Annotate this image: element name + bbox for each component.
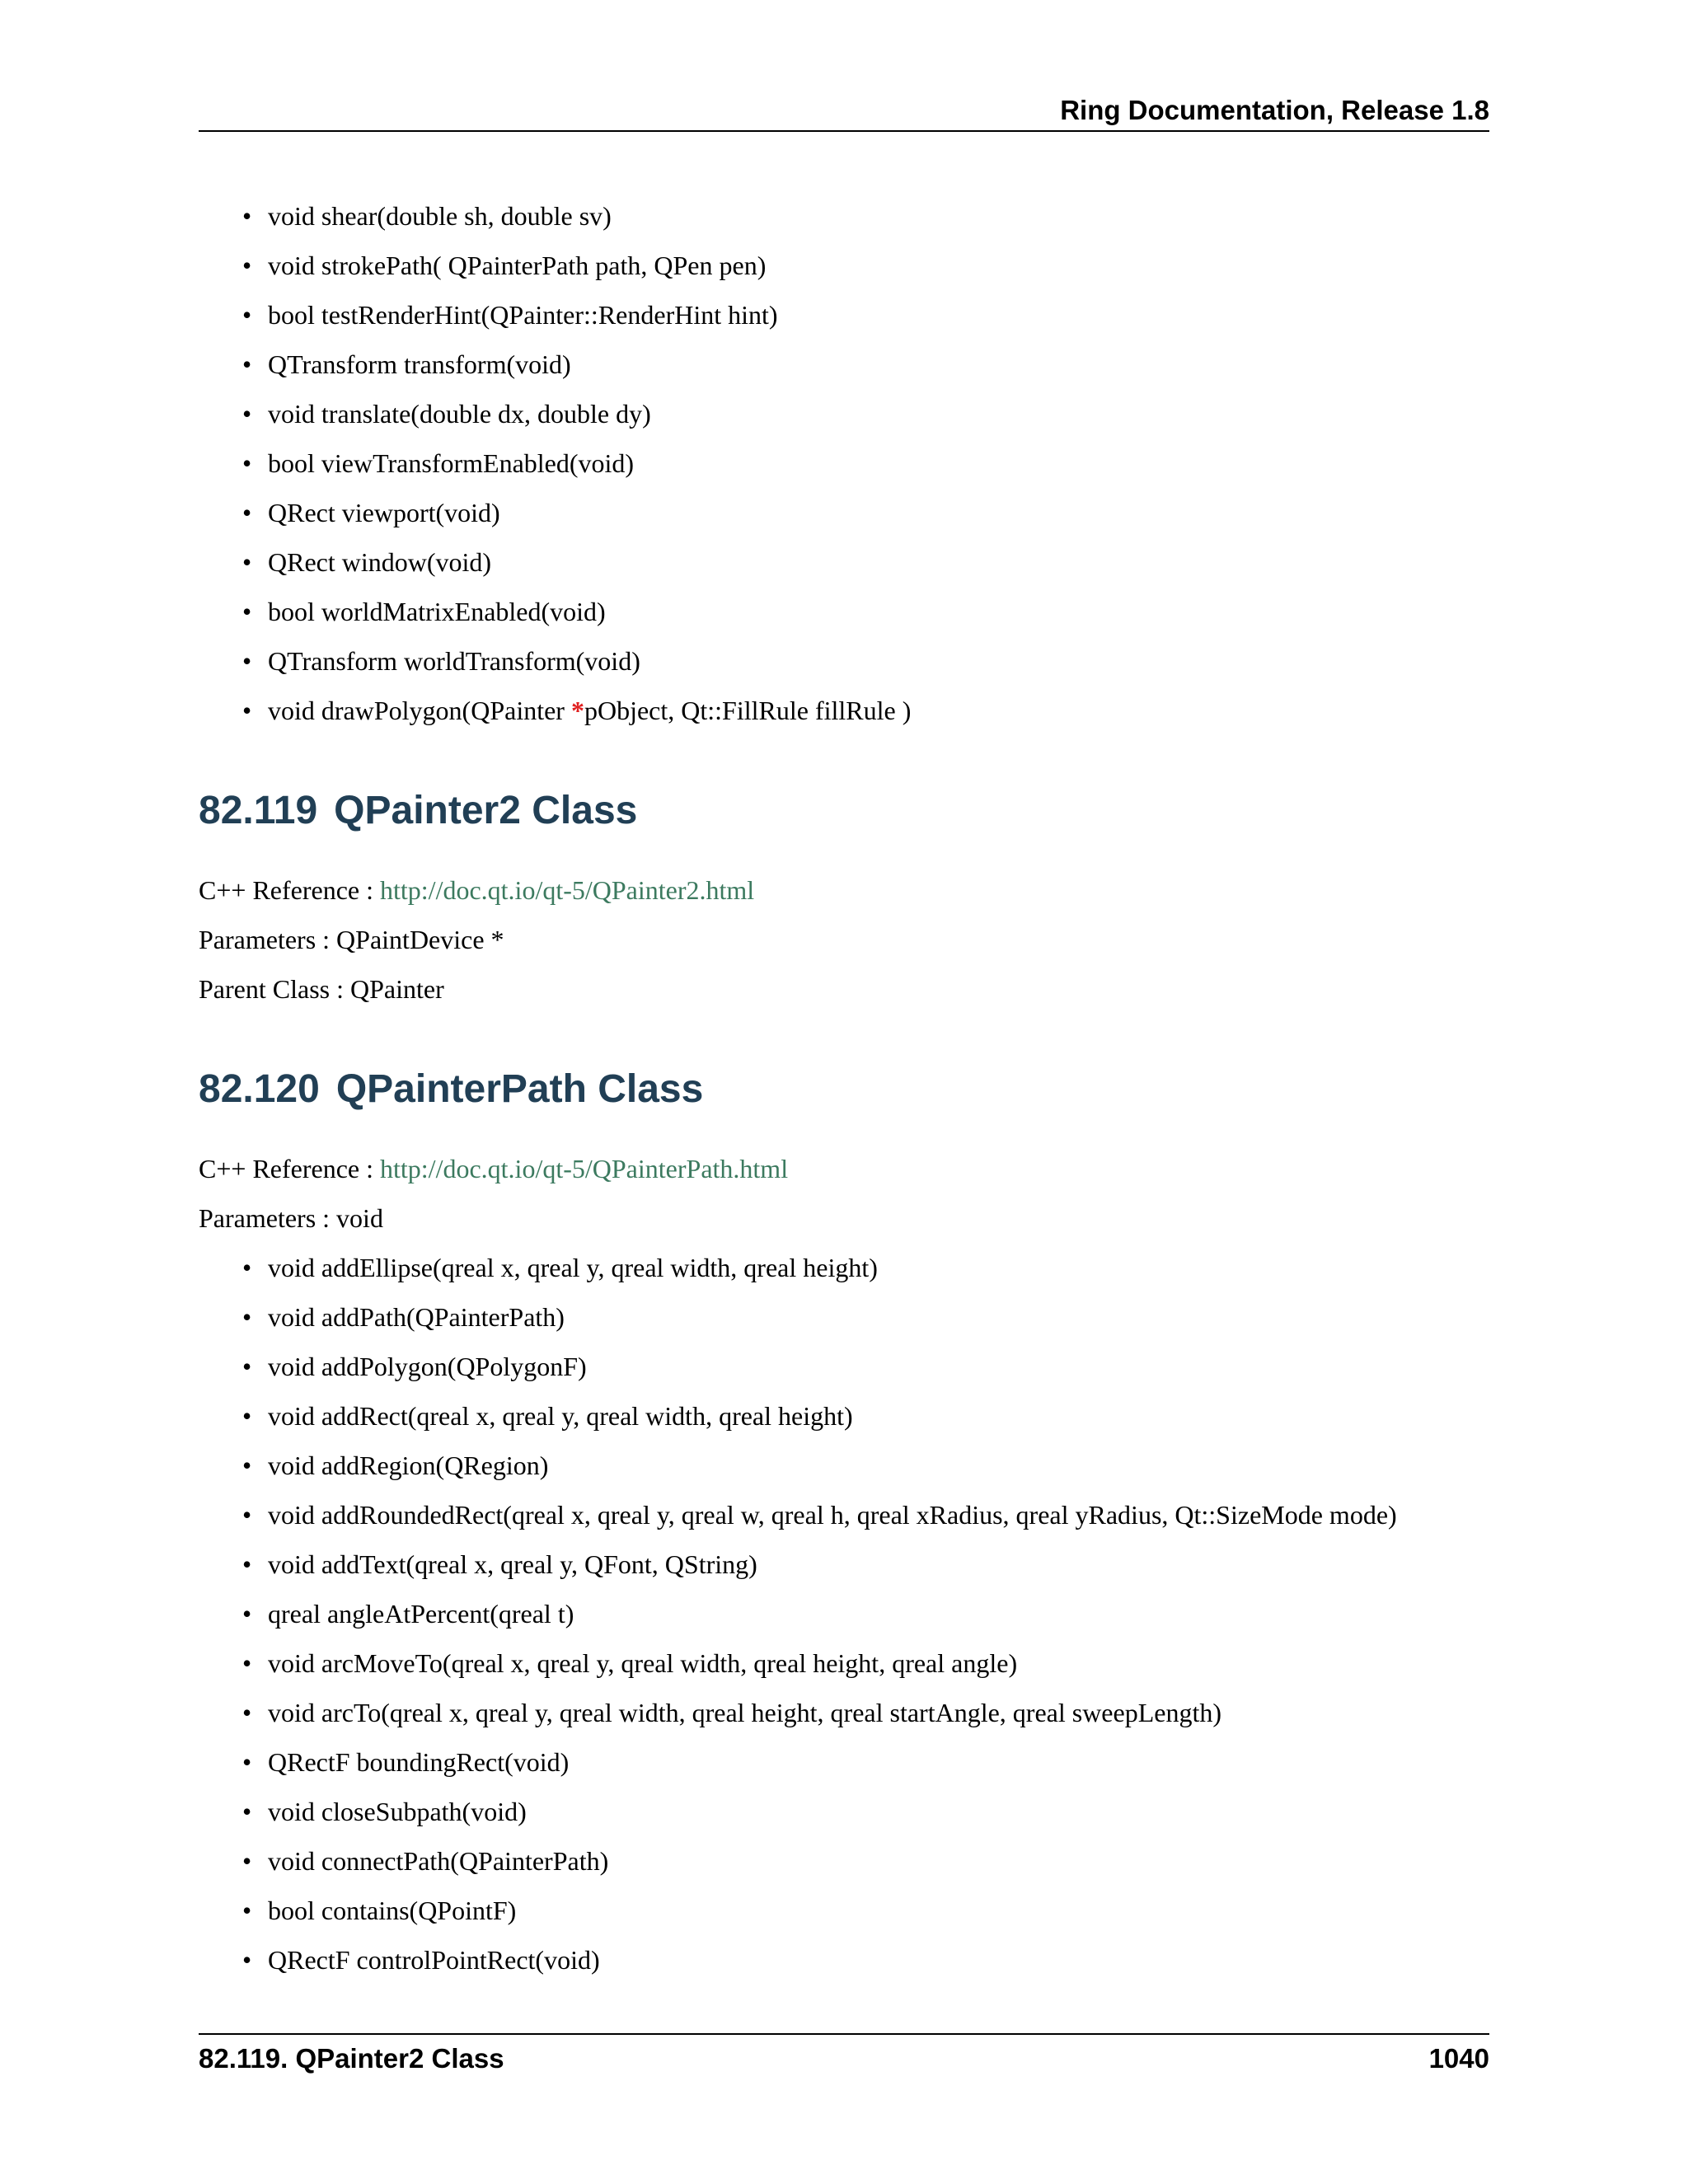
list-item: • void strokePath( QPainterPath path, QPen pen) (199, 241, 1489, 290)
list-item: • void addPolygon(QPolygonF) (199, 1342, 1489, 1391)
cpp-reference-label: C++ Reference : (199, 875, 380, 905)
section-title: QPainter2 Class (334, 789, 638, 832)
header-rule (199, 130, 1489, 132)
list-item: • void translate(double dx, double dy) (199, 389, 1489, 438)
list-item: • void shear(double sh, double sv) (199, 191, 1489, 241)
list-item: • void addText(qreal x, qreal y, QFont, QString) (199, 1540, 1489, 1589)
parent-class: Parent Class : QPainter (199, 974, 444, 1004)
list-item: • void addEllipse(qreal x, qreal y, qreal width, qreal height) (199, 1243, 1489, 1292)
section-heading-qpainter2 (199, 786, 1489, 836)
list-item: • bool testRenderHint(QPainter::RenderHint hint) (199, 290, 1489, 340)
section-number: 82.120 (199, 1067, 320, 1111)
parameters: Parameters : QPaintDevice * (199, 925, 504, 954)
method-list-top (199, 191, 1489, 735)
pointer-marker: * (570, 696, 584, 725)
list-item: • QRectF boundingRect(void) (199, 1737, 1489, 1787)
list-item: • bool contains(QPointF) (199, 1886, 1489, 1935)
running-header: Ring Documentation, Release 1.8 (1060, 95, 1489, 125)
page-number: 1040 (1428, 2043, 1489, 2074)
list-item: • QRect window(void) (199, 537, 1489, 587)
parameters: Parameters : void (199, 1203, 383, 1233)
list-item: • void closeSubpath(void) (199, 1787, 1489, 1836)
cpp-reference (199, 1144, 1489, 1193)
draw-polygon-text-start: void drawPolygon(QPainter (268, 696, 571, 725)
list-item: • void addRegion(QRegion) (199, 1441, 1489, 1490)
list-item: • bool viewTransformEnabled(void) (199, 438, 1489, 488)
footer-section: 82.119. QPainter2 Class (199, 2043, 504, 2074)
list-item: • void addRoundedRect(qreal x, qreal y, qreal w, qreal h, qreal xRadius, qreal yRadius, Qt::SizeMode mode) (199, 1490, 1489, 1540)
section-heading-qpainterpath (199, 1065, 1489, 1114)
list-item: • bool worldMatrixEnabled(void) (199, 587, 1489, 636)
list-item: • void arcMoveTo(qreal x, qreal y, qreal width, qreal height, qreal angle) (199, 1638, 1489, 1688)
list-item: • QRectF controlPointRect(void) (199, 1935, 1489, 1985)
list-item: • void addRect(qreal x, qreal y, qreal width, qreal height) (199, 1391, 1489, 1441)
list-item: • QRect viewport(void) (199, 488, 1489, 537)
cpp-reference (199, 865, 1489, 915)
draw-polygon-text-end: pObject, Qt::FillRule fillRule ) (584, 696, 912, 725)
section-number: 82.119 (199, 789, 318, 832)
section-title: QPainterPath Class (335, 1067, 704, 1111)
list-item: • QTransform worldTransform(void) (199, 636, 1489, 686)
list-item: • void arcTo(qreal x, qreal y, qreal width, qreal height, qreal startAngle, qreal sweepLength) (199, 1688, 1489, 1737)
cpp-reference-link[interactable]: http://doc.qt.io/qt-5/QPainter2.html (380, 875, 755, 905)
method-list-bottom (199, 1243, 1489, 1985)
cpp-reference-label: C++ Reference : (199, 1154, 380, 1183)
footer-rule (199, 2033, 1489, 2035)
page-content (199, 191, 1489, 1985)
cpp-reference-link[interactable]: http://doc.qt.io/qt-5/QPainterPath.html (380, 1154, 789, 1183)
list-item: • QTransform transform(void) (199, 340, 1489, 389)
list-item-draw-polygon (199, 686, 1489, 735)
list-item: • void connectPath(QPainterPath) (199, 1836, 1489, 1886)
list-item: • void addPath(QPainterPath) (199, 1292, 1489, 1342)
list-item: • qreal angleAtPercent(qreal t) (199, 1589, 1489, 1638)
